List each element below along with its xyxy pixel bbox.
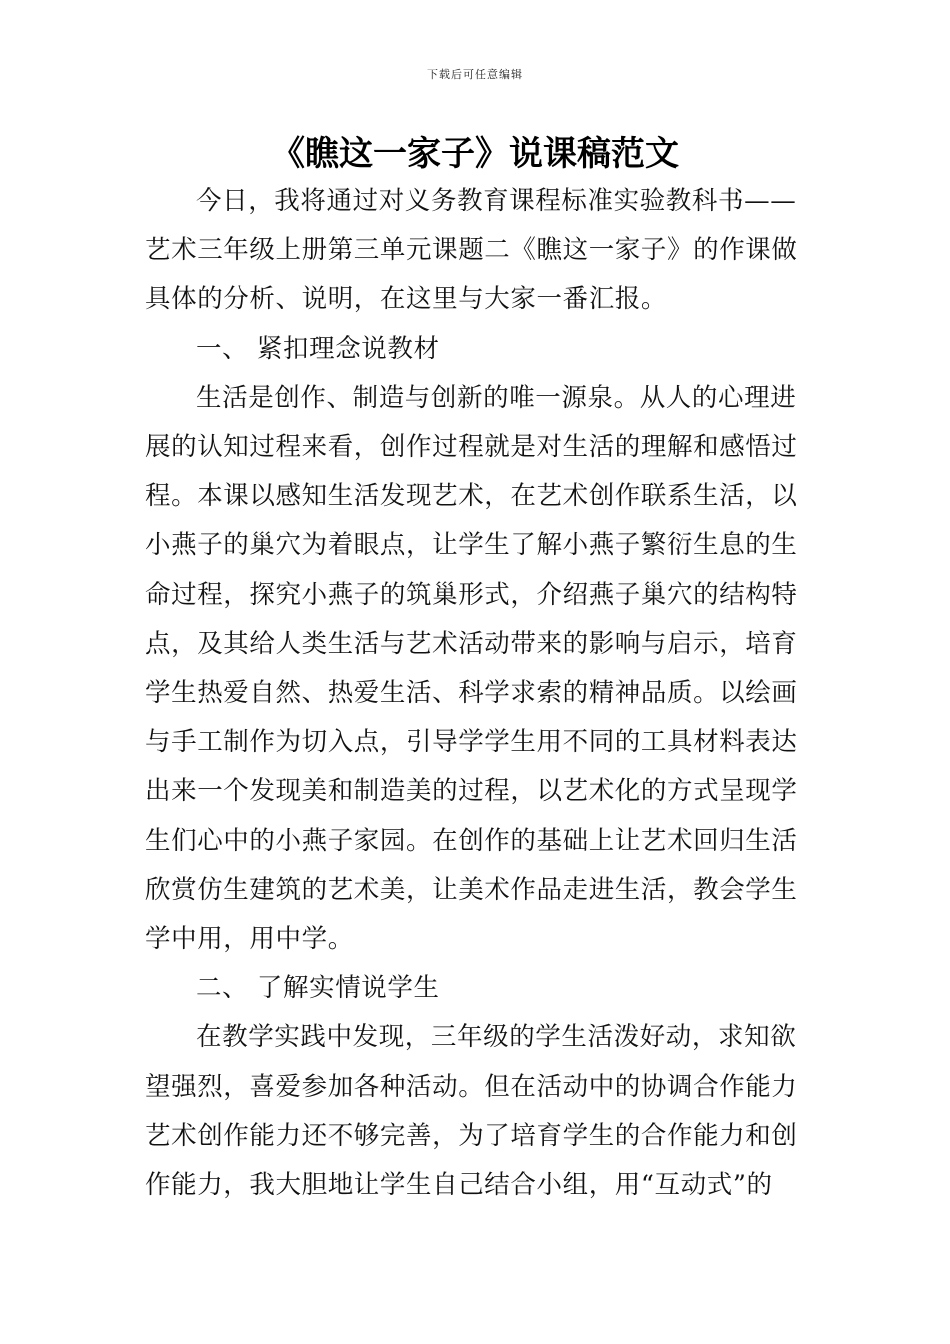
text-line: 在教学实践中发现，三年级的学生活泼好动，求知欲: [196, 1022, 797, 1053]
text-line: 命过程，探究小燕子的筑巢形式，介绍燕子巢穴的结构特: [145, 579, 798, 610]
text-line: 艺术三年级上册第三单元课题二《瞧这一家子》的作课做: [145, 235, 798, 266]
text-line: 望强烈，喜爱参加各种活动。但在活动中的协调合作能力: [145, 1071, 798, 1102]
text-line: 学生热爱自然、热爱生活、科学求索的精神品质。以绘画: [145, 678, 798, 709]
text-line: 小燕子的巢穴为着眼点，让学生了解小燕子繁衍生息的生: [145, 530, 798, 561]
section1-paragraph: [145, 374, 810, 964]
text-line: 生活是创作、制造与创新的唯一源泉。从人的心理进: [196, 382, 797, 413]
document-title: 《瞧这一家子》说课稿范文: [271, 134, 679, 174]
heading-text: 一、 紧扣理念说教材: [196, 333, 440, 364]
text-line: 欣赏仿生建筑的艺术美，让美术作品走进生活，教会学生: [145, 874, 798, 905]
section2-paragraph: [145, 1013, 810, 1210]
heading-text: 二、 了解实情说学生: [196, 973, 440, 1004]
text-line: 具体的分析、说明，在这里与大家一番汇报。: [145, 284, 668, 315]
intro-paragraph: [145, 177, 810, 325]
text-line: 艺术创作能力还不够完善，为了培育学生的合作能力和创: [145, 1120, 798, 1151]
text-line: 与手工制作为切入点，引导学学生用不同的工具材料表达: [145, 727, 798, 758]
section-heading-2: [145, 964, 810, 1013]
text-line: 生们心中的小燕子家园。在创作的基础上让艺术回归生活: [145, 825, 798, 856]
text-line: 程。本课以感知生活发现艺术，在艺术创作联系生活，以: [145, 481, 798, 512]
text-line: 点，及其给人类生活与艺术活动带来的影响与启示，培育: [145, 628, 798, 659]
text-line: 展的认知过程来看，创作过程就是对生活的理解和感悟过: [145, 432, 798, 463]
text-line: 学中用，用中学。: [145, 924, 354, 955]
text-line: 作能力，我大胆地让学生自己结合小组，用“互动式”的: [145, 1170, 773, 1201]
document-body: [145, 177, 810, 1210]
section-heading-1: [145, 325, 810, 374]
text-line: 今日，我将通过对义务教育课程标准实验教科书——: [196, 186, 797, 216]
header-note: 下载后可任意编辑: [427, 68, 523, 81]
text-line: 出来一个发现美和制造美的过程，以艺术化的方式呈现学: [145, 776, 798, 807]
